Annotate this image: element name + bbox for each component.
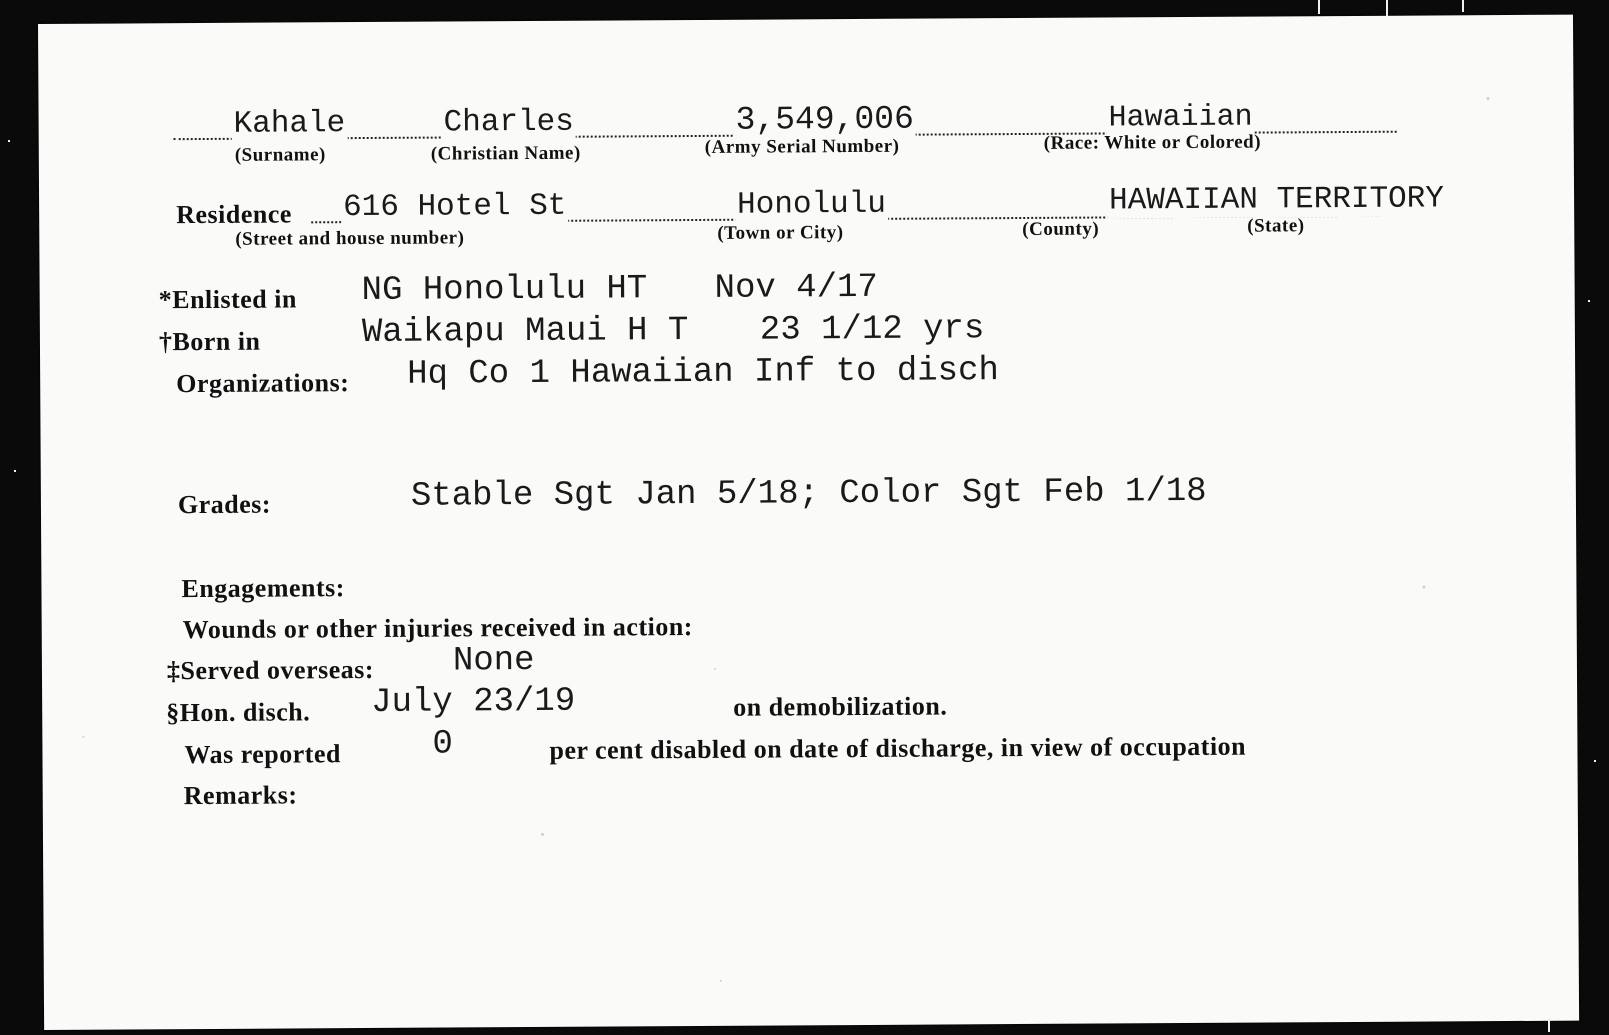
caption-christian-name: (Christian Name) xyxy=(430,142,581,165)
engagements-label: Engagements: xyxy=(181,573,345,604)
caption-street: (Street and house number) xyxy=(235,227,465,250)
scan-edge-mark xyxy=(1318,0,1320,14)
scan-edge-mark xyxy=(1588,300,1590,302)
caption-state: (State) xyxy=(1247,215,1305,237)
scan-speck xyxy=(720,980,722,982)
scan-edge-mark xyxy=(1462,0,1464,12)
scan-speck xyxy=(1486,97,1489,100)
overseas-label: ‡Served overseas: xyxy=(166,654,375,686)
demobilization-text: on demobilization. xyxy=(733,691,948,722)
caption-serial-number: (Army Serial Number) xyxy=(704,135,900,158)
scan-edge-mark xyxy=(1548,1018,1550,1032)
scan-edge-mark xyxy=(8,140,10,142)
scan-speck xyxy=(714,668,716,670)
surname-value: Kahale xyxy=(233,106,346,142)
born-label: †Born in xyxy=(158,326,261,357)
enlisted-place-value: NG Honolulu HT xyxy=(361,270,648,311)
scan-speck xyxy=(1422,586,1425,589)
residence-street-value: 616 Hotel St xyxy=(343,188,567,226)
scan-edge-mark xyxy=(1386,0,1388,16)
disabled-text: per cent disabled on date of discharge, in view of occupation xyxy=(549,731,1247,765)
christian-name-value: Charles xyxy=(443,104,574,141)
born-place-value: Waikapu Maui H T xyxy=(361,312,689,353)
reported-label: Was reported xyxy=(184,739,342,770)
wounds-label: Wounds or other injuries received in action: xyxy=(182,612,694,645)
scan-speck xyxy=(541,833,544,836)
grades-label: Grades: xyxy=(177,489,272,520)
service-record-card xyxy=(38,15,1579,1030)
hon-disch-label: §Hon. disch. xyxy=(166,697,311,728)
residence-city-value: Honolulu xyxy=(737,186,887,223)
born-age-value: 23 1/12 yrs xyxy=(759,310,985,350)
grades-value: Stable Sgt Jan 5/18; Color Sgt Feb 1/18 xyxy=(410,472,1207,516)
caption-race: (Race: White or Colored) xyxy=(1043,131,1262,154)
remarks-label: Remarks: xyxy=(183,780,298,811)
enlisted-date-value: Nov 4/17 xyxy=(714,268,878,308)
scan-speck xyxy=(82,736,84,738)
residence-label: Residence xyxy=(176,199,292,230)
hon-disch-date-value: July 23/19 xyxy=(371,682,576,722)
caption-town: (Town or City) xyxy=(717,222,844,244)
serial-number-value: 3,549,006 xyxy=(735,100,914,139)
enlisted-label: *Enlisted in xyxy=(158,284,297,315)
organizations-value: Hq Co 1 Hawaiian Inf to disch xyxy=(407,352,999,394)
caption-county: (County) xyxy=(1022,218,1100,240)
overseas-value: None xyxy=(452,641,535,681)
race-value: Hawaiian xyxy=(1108,100,1253,136)
percent-disabled-value: 0 xyxy=(432,725,453,764)
scan-edge-mark xyxy=(14,470,16,472)
organizations-label: Organizations: xyxy=(176,368,350,399)
scan-edge-mark xyxy=(1594,760,1596,762)
caption-surname: (Surname) xyxy=(234,144,326,166)
residence-state-value: HAWAIIAN TERRITORY xyxy=(1108,181,1445,219)
